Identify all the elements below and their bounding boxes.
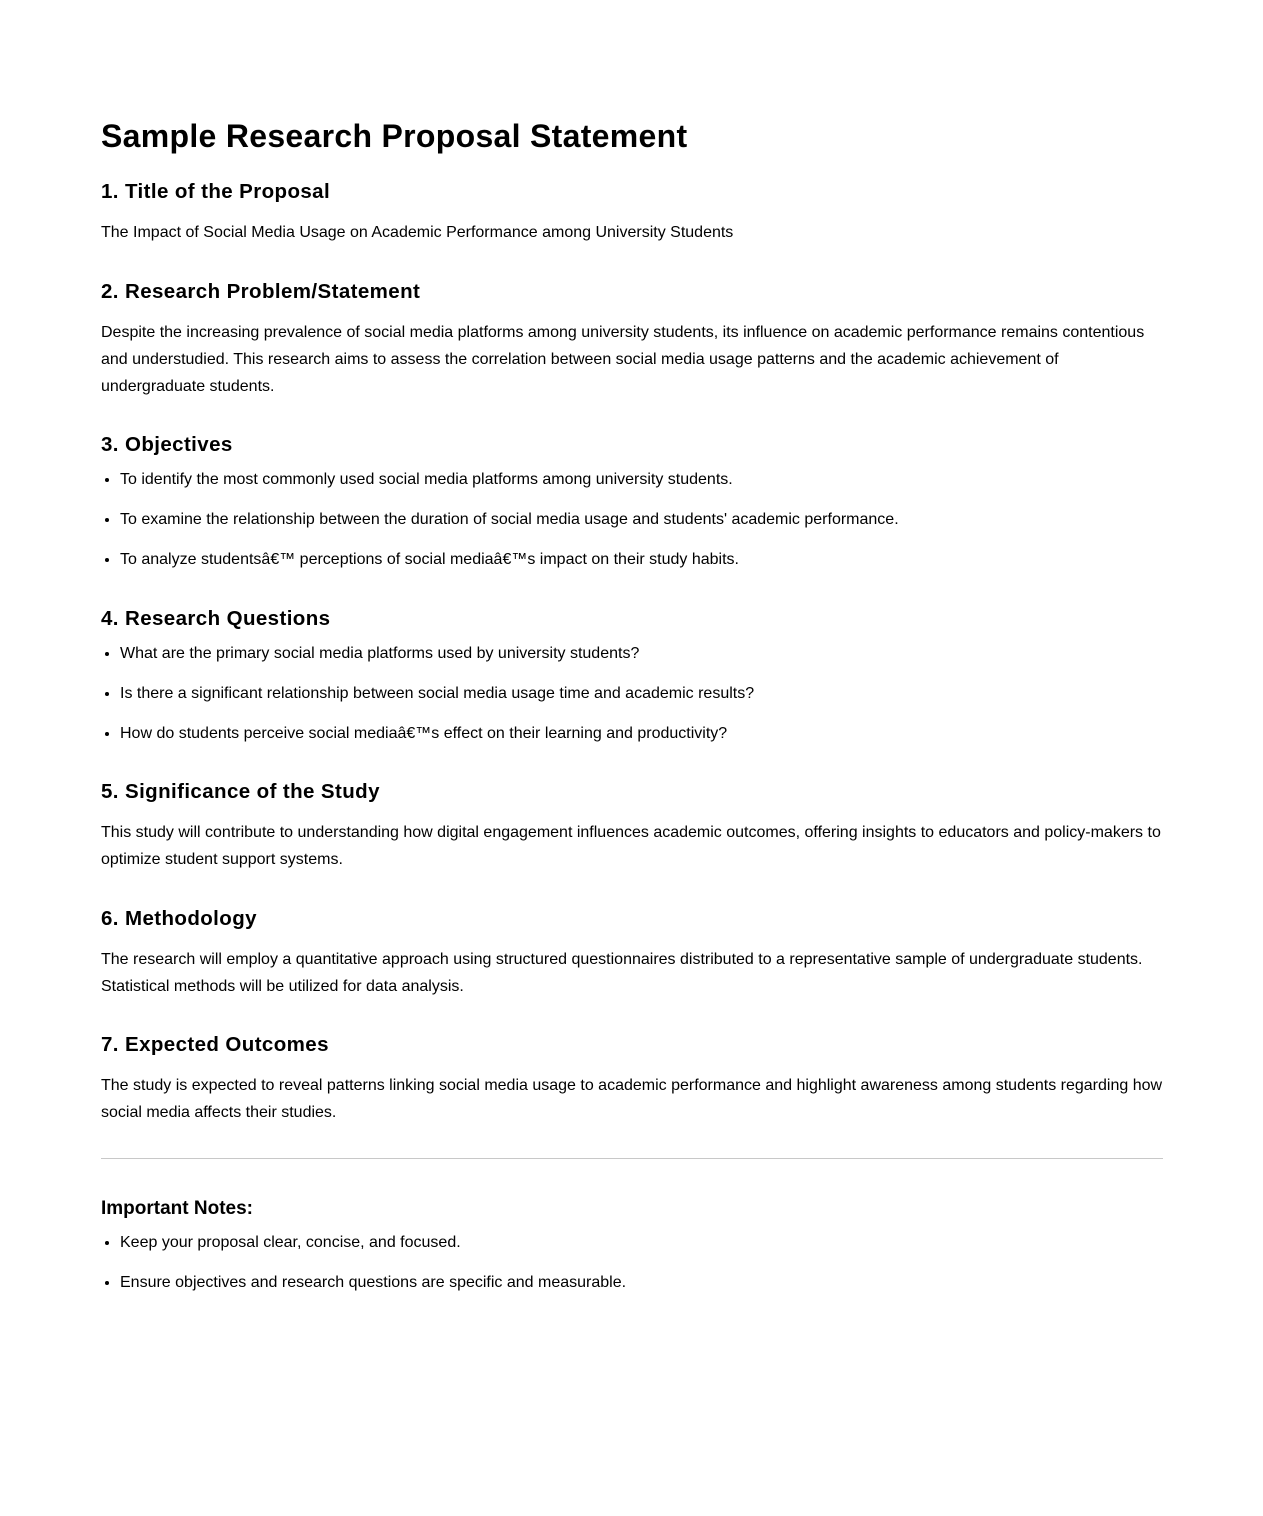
- section-expected-outcomes: [101, 1030, 1163, 1126]
- objectives-list: [101, 470, 1163, 570]
- section-heading: 2. Research Problem/Statement: [101, 280, 421, 303]
- section-heading: 6. Methodology: [101, 907, 257, 930]
- section-text: The study is expected to reveal patterns linking social media usage to academic performance and highlight awareness among students regarding how social media affects their studies.: [101, 1077, 1163, 1121]
- section-divider: [101, 1158, 1163, 1159]
- section-research-questions: [101, 604, 1163, 744]
- section-title-of-proposal: [101, 177, 1163, 246]
- section-significance: [101, 777, 1163, 873]
- research-questions-list: [101, 644, 1163, 744]
- list-item: • Keep your proposal clear, concise, and focused.: [120, 1233, 1163, 1253]
- section-heading: 1. Title of the Proposal: [101, 180, 331, 203]
- section-text: This study will contribute to understanding how digital engagement influences academic outcomes, offering insights to educators and policy-makers to optimize student support systems.: [101, 824, 1161, 868]
- section-research-problem: [101, 277, 1163, 400]
- notes-list: [101, 1233, 1163, 1293]
- list-item: • To examine the relationship between the duration of social media usage and students' academic performance.: [120, 510, 1163, 530]
- list-item: • To identify the most commonly used social media platforms among university students.: [120, 470, 1163, 490]
- section-objectives: [101, 430, 1163, 570]
- section-heading: 5. Significance of the Study: [101, 780, 380, 803]
- list-item: • Is there a significant relationship between social media usage time and academic results?: [120, 684, 1163, 704]
- section-heading: 4. Research Questions: [101, 607, 331, 630]
- list-item: • What are the primary social media platforms used by university students?: [120, 644, 1163, 664]
- section-heading: 7. Expected Outcomes: [101, 1033, 329, 1056]
- list-item: • To analyze studentsâ€™ perceptions of social mediaâ€™s impact on their study habits.: [120, 550, 1163, 570]
- important-notes: [101, 1195, 1163, 1293]
- section-methodology: [101, 904, 1163, 1000]
- section-text: Despite the increasing prevalence of social media platforms among university students, its influence on academic performance remains contentious and understudied. This research aims to assess the correlation between social media usage patterns and the academic achievement of undergraduate students.: [101, 324, 1145, 395]
- notes-heading: Important Notes:: [101, 1198, 253, 1219]
- list-item: • How do students perceive social mediaâ€™s effect on their learning and productivity?: [120, 724, 1163, 744]
- document-title: Sample Research Proposal Statement: [101, 118, 688, 154]
- section-text: The Impact of Social Media Usage on Academic Performance among University Students: [101, 224, 734, 241]
- list-item: • Ensure objectives and research questions are specific and measurable.: [120, 1273, 1163, 1293]
- section-heading: 3. Objectives: [101, 433, 233, 456]
- section-text: The research will employ a quantitative approach using structured questionnaires distributed to a representative sample of undergraduate students. Statistical methods will be utilized for data analysis.: [101, 951, 1143, 995]
